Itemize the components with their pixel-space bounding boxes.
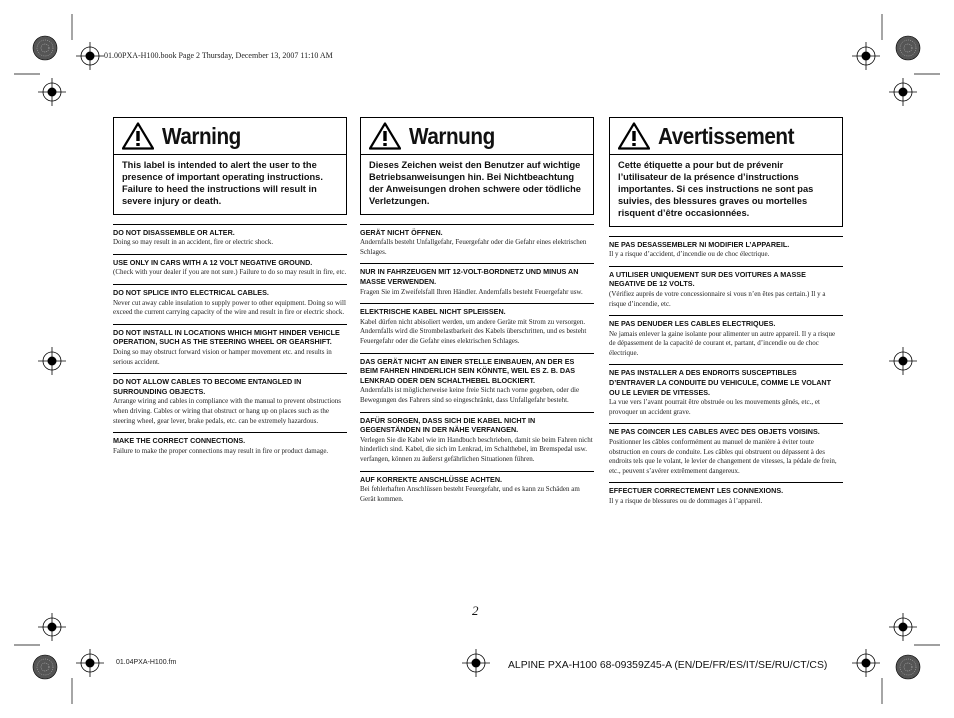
print-header: 01.00PXA-H100.book Page 2 Thursday, December 13, 2007 11:10 AM (104, 51, 333, 60)
footer-filename: 01.04PXA-H100.fm (116, 659, 177, 666)
warning-item (360, 412, 594, 471)
item-heading: EFFECTUER CORRECTEMENT LES CONNEXIONS. (609, 486, 784, 496)
item-heading: ELEKTRISCHE KABEL NICHT SPLEISSEN. (360, 307, 506, 317)
item-heading: DO NOT INSTALL IN LOCATIONS WHICH MIGHT HINDER VEHICLE OPERATION, SUCH AS THE STEERING WHEEL OR GEARSHIFT. (113, 327, 340, 347)
item-heading: DO NOT SPLICE INTO ELECTRICAL CABLES. (113, 288, 269, 297)
item-text: Kabel dürfen nicht abisoliert werden, um andere Geräte mit Strom zu versorgen. Andernfalls wird die Strombelastbarkeit des Kabels überschritten, und es besteht Feuergefahr oder die Gefahr eines elektrischen Schlages. (360, 317, 587, 345)
warning-item (609, 266, 843, 315)
warning-box (360, 117, 594, 215)
warning-triangle-icon (618, 122, 650, 150)
warning-intro: This label is intended to alert the user to the presence of important operating instructions. Failure to heed the instructions will result in severe injury or death. (122, 160, 323, 206)
item-heading: NE PAS INSTALLER A DES ENDROITS SUSCEPTIBLES D’ENTRAVER LA CONDUITE DU VEHICULE, COMME LE VOLANT OU LE LEVIER DE VITESSES. (609, 368, 832, 397)
item-heading: MAKE THE CORRECT CONNECTIONS. (113, 436, 246, 446)
page-number: 2 (472, 603, 479, 618)
warning-item (113, 432, 347, 462)
warning-item (609, 423, 843, 482)
warning-item (609, 364, 843, 423)
warning-title-bar (610, 118, 842, 155)
warning-items (609, 236, 843, 513)
warning-title: Warnung (409, 122, 495, 149)
item-text: La vue vers l’avant pourrait être obstruée ou les mouvements gênés, etc., et provoquer un accident grave. (609, 398, 820, 416)
item-heading: NUR IN FAHRZEUGEN MIT 12-VOLT-BORDNETZ UND MINUS AN MASSE VERWENDEN. (360, 267, 579, 286)
warning-column-de (360, 117, 594, 510)
item-heading: NE PAS DENUDER LES CABLES ELECTRIQUES. (609, 319, 776, 329)
warning-column-en (113, 117, 347, 462)
item-text: Positionner les câbles conformément au manuel de manière à éviter toute obstruction en cours de conduite. Les câbles qui obstruent ou dépassent à des endroits tels que le volant, le levier de changement de vitesses, la pédale de frein, etc., peuvent s’avérer extrêmement dangereux. (609, 438, 837, 475)
warning-item (360, 224, 594, 264)
item-heading: DO NOT DISASSEMBLE OR ALTER. (113, 227, 235, 237)
warning-intro: Cette étiquette a pour but de prévenir l’utilisateur de la présence d’instructions importantes. Si ces instructions ne sont pas suivies, des blessures graves ou mortelles risquent d’être occasionnées. (618, 160, 814, 218)
item-heading: DO NOT ALLOW CABLES TO BECOME ENTANGLED IN SURROUNDING OBJECTS. (113, 377, 302, 396)
warning-item (609, 236, 843, 266)
warning-items (113, 224, 347, 463)
warning-triangle-icon (369, 122, 401, 150)
warning-item (113, 324, 347, 373)
warning-box (113, 117, 347, 215)
item-text: (Check with your dealer if you are not sure.) Failure to do so may result in fire, etc. (113, 268, 347, 277)
item-heading: AUF KORREKTE ANSCHLÜSSE ACHTEN. (360, 474, 503, 484)
item-text: Never cut away cable insulation to supply power to other equipment. Doing so will exceed the current carrying capacity of the wire and result in fire or electric shock. (113, 298, 346, 317)
warning-item (360, 471, 594, 511)
warning-items (360, 224, 594, 511)
item-heading: A UTILISER UNIQUEMENT SUR DES VOITURES A MASSE NEGATIVE DE 12 VOLTS. (609, 269, 806, 289)
item-text: Fragen Sie im Zweifelsfall Ihren Händler. Andernfalls besteht Feuergefahr usw. (360, 287, 583, 296)
warning-box (609, 117, 843, 227)
warning-item (113, 284, 347, 324)
warning-item (609, 482, 843, 512)
item-text: (Vérifiez auprès de votre concessionnaire si vous n’en êtes pas certain.) Il y a risque d’incendie, etc. (609, 289, 826, 308)
item-heading: USE ONLY IN CARS WITH A 12 VOLT NEGATIVE GROUND. (113, 257, 313, 267)
warning-column-fr (609, 117, 843, 513)
warning-title-bar (114, 118, 346, 155)
item-text: Arrange wiring and cables in compliance with the manual to prevent obstructions when driving. Cables or wiring that obstruct or hang up on places such as the steering wheel, gear lever, brake pedals, etc. can be extremely hazardous. (113, 397, 342, 425)
item-heading: DAS GERÄT NICHT AN EINER STELLE EINBAUEN, AN DER ES BEIM FAHREN HINDERLICH SEIN KÖNNTE, WEIL ES Z. B. DAS LENKRAD ODER DEN SCHALTHEBEL BLOCKIERT. (360, 356, 576, 385)
warning-item (113, 373, 347, 432)
warning-intro: Dieses Zeichen weist den Benutzer auf wichtige Betriebsanweisungen hin. Bei Nichtbeachtung der Anweisungen drohen schwere oder tödliche Verletzungen. (369, 160, 581, 206)
warning-item (360, 303, 594, 352)
warning-title-bar (361, 118, 593, 155)
item-text: Failure to make the proper connections may result in fire or product damage. (113, 446, 329, 455)
warning-item (609, 315, 843, 364)
item-text: Doing so may obstruct forward vision or hamper movement etc. and results in serious accident. (113, 347, 332, 366)
item-heading: DAFÜR SORGEN, DASS SICH DIE KABEL NICHT IN GEGENSTÄNDEN IN DER NÄHE VERFANGEN. (360, 415, 536, 435)
warning-title: Warning (162, 122, 241, 149)
warning-triangle-icon (122, 122, 154, 150)
item-text: Verlegen Sie die Kabel wie im Handbuch beschrieben, damit sie beim Fahren nicht hinderlich sind. Kabel, die sich im Lenkrad, im Schalthebel, im Bremspedal usw. verfangen, können zu äußerst gefährlichen Situationen führen. (360, 435, 593, 463)
item-heading: GERÄT NICHT ÖFFNEN. (360, 227, 443, 237)
warning-item (113, 254, 347, 284)
item-text: Andernfalls ist möglicherweise keine freie Sicht nach vorne gegeben, oder die Bewegungen des Fahrers sind so eingeschränkt, dass Unfallgefahr besteht. (360, 386, 580, 404)
footer-model-code: ALPINE PXA-H100 68-09359Z45-A (EN/DE/FR/ES/IT/SE/RU/CT/CS) (508, 660, 828, 671)
item-text: Il y a risque d’accident, d’incendie ou de choc électrique. (609, 250, 770, 259)
warning-item (360, 353, 594, 412)
item-text: Il y a risque de blessures ou de dommages à l’appareil. (609, 497, 763, 505)
item-text: Bei fehlerhaften Anschlüssen besteht Feuergefahr, und es kann zu Schäden am Gerät kommen. (360, 485, 580, 503)
item-text: Doing so may result in an accident, fire or electric shock. (113, 238, 274, 247)
warning-item (360, 263, 594, 303)
warning-item (113, 224, 347, 254)
item-heading: NE PAS COINCER LES CABLES AVEC DES OBJETS VOISINS. (609, 427, 820, 437)
item-heading: NE PAS DESASSEMBLER NI MODIFIER L’APPAREIL. (609, 239, 790, 249)
warning-title: Avertissement (658, 122, 795, 149)
item-text: Ne jamais enlever la gaine isolante pour alimenter un autre appareil. Il y a risque de dépassement de la capacité de courant et, partant, d’incendie ou de choc électrique. (609, 329, 836, 357)
item-text: Andernfalls besteht Unfallgefahr, Feuergefahr oder die Gefahr eines elektrischen Schlages. (360, 238, 587, 256)
